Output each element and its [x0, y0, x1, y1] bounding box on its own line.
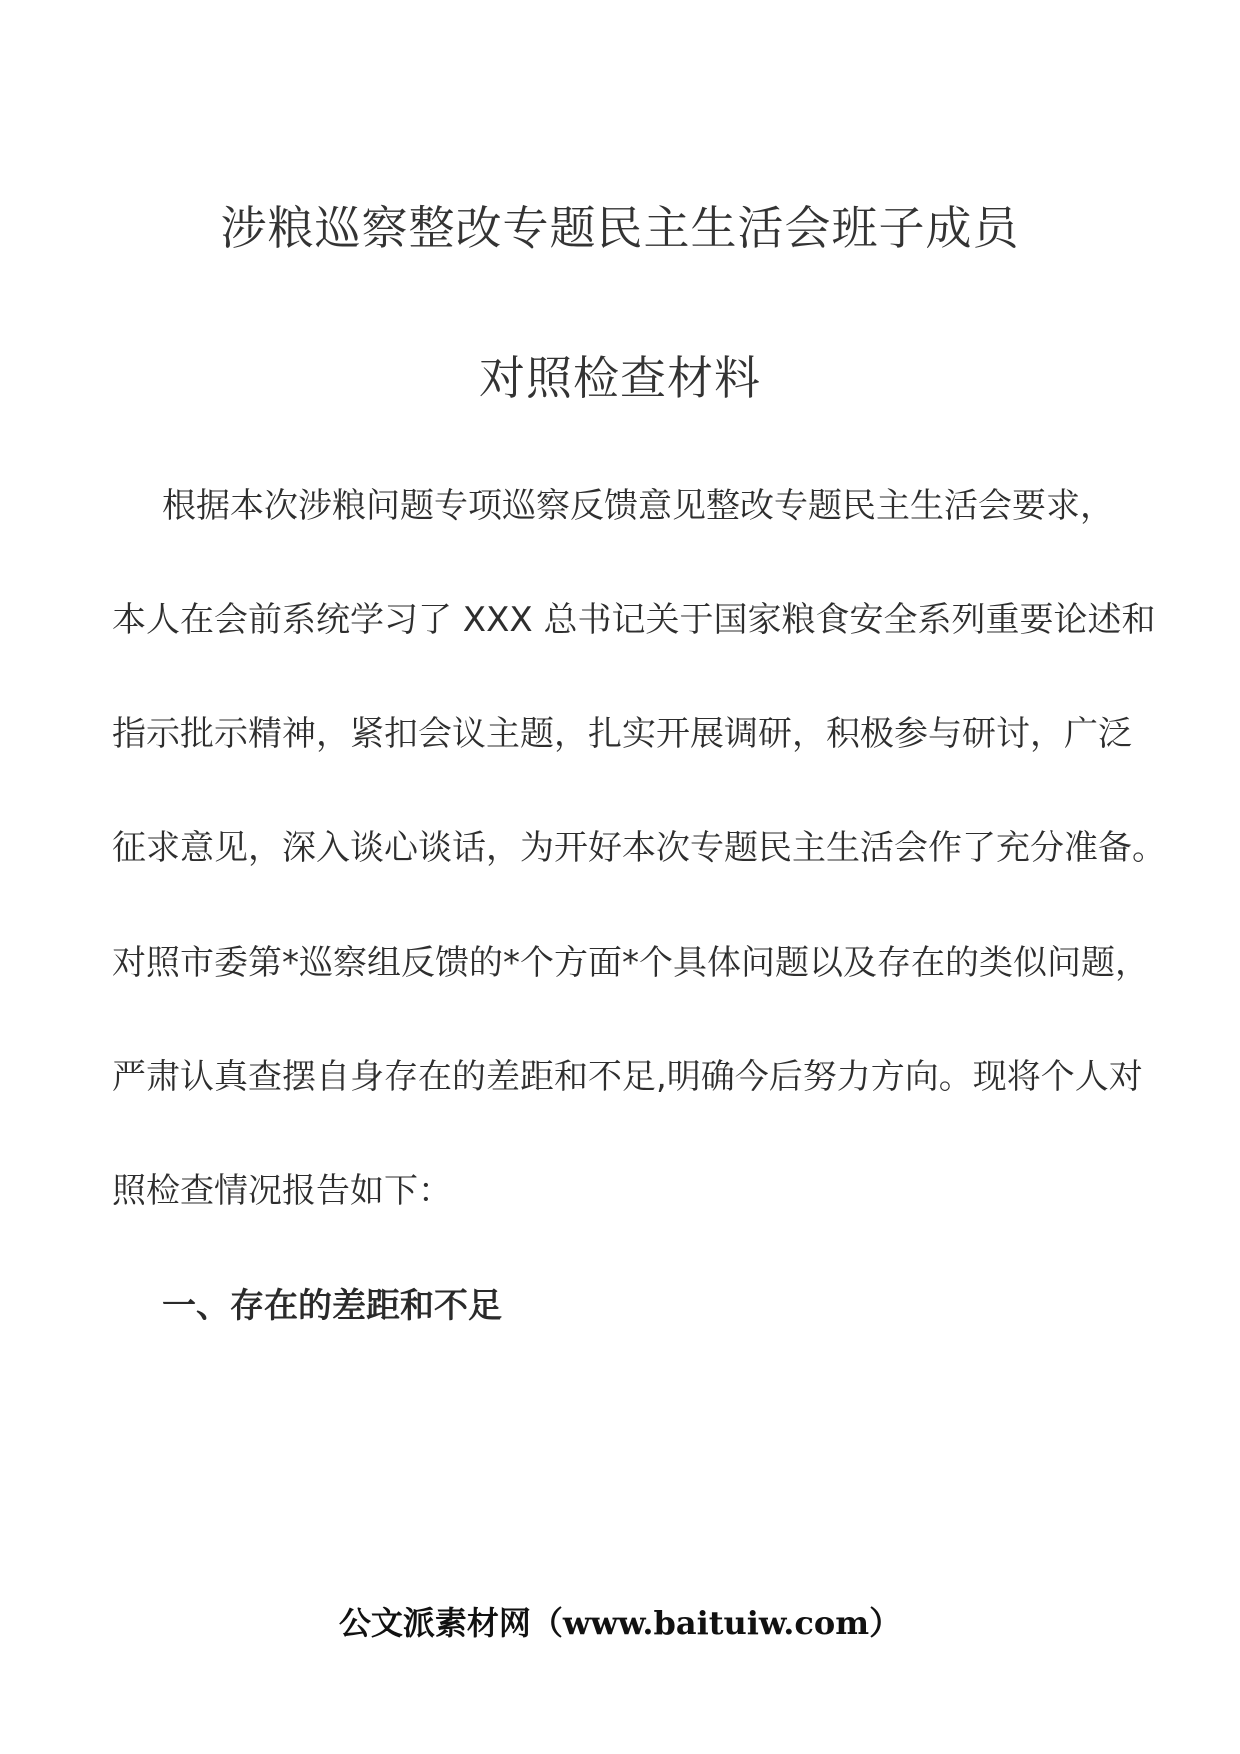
section-heading: 一、存在的差距和不足: [162, 1286, 502, 1326]
document-title-line-2: 对照检查材料: [479, 351, 761, 405]
paragraph-line-7: 照检查情况报告如下：: [112, 1171, 452, 1211]
footer-source: 公文派素材网（www.baituiw.com）: [338, 1604, 902, 1642]
paragraph-line-2: 本人在会前系统学习了 XXX 总书记关于国家粮食安全系列重要论述和: [112, 600, 1156, 640]
paragraph-line-5: 对照市委第*巡察组反馈的*个方面*个具体问题以及存在的类似问题，: [112, 943, 1149, 983]
document-title-line-1: 涉粮巡察整改专题民主生活会班子成员: [220, 201, 1020, 255]
paragraph-line-1: 根据本次涉粮问题专项巡察反馈意见整改专题民主生活会要求，: [162, 486, 1114, 526]
paragraph-line-6: 严肃认真查摆自身存在的差距和不足,明确今后努力方向。现将个人对: [112, 1057, 1143, 1097]
paragraph-line-3: 指示批示精神，紧扣会议主题，扎实开展调研，积极参与研讨，广泛: [112, 714, 1132, 754]
paragraph-line-4: 征求意见，深入谈心谈话，为开好本次专题民主生活会作了充分准备。: [112, 828, 1166, 868]
